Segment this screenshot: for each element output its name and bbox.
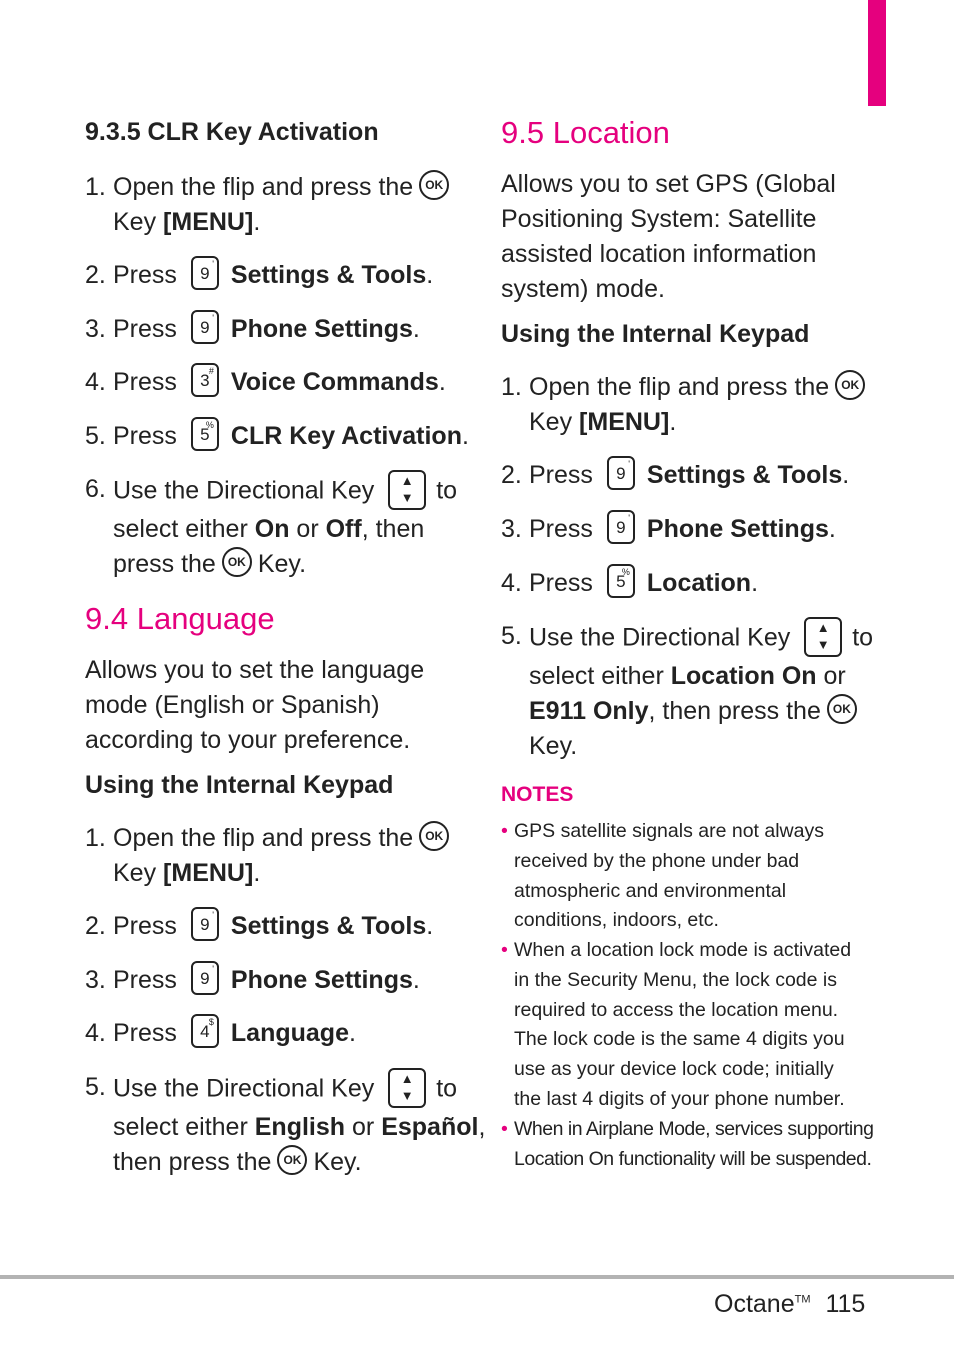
punct: . — [426, 261, 434, 289]
step-text: Open the flip and press the — [113, 824, 414, 852]
numeric-key-icon — [191, 363, 219, 397]
menu-label: [MENU] — [163, 208, 254, 236]
desc-line: Positioning System: Satellite — [501, 205, 817, 233]
ok-key-icon: OK — [277, 1145, 307, 1175]
step-text: Key. — [313, 1148, 362, 1176]
note-line: required to access the location menu. — [514, 998, 839, 1021]
note-line: atmospheric and environmental — [514, 879, 787, 902]
step-number: 1. — [501, 373, 522, 401]
option-english: English — [254, 1113, 346, 1141]
note-line: GPS satellite signals are not always — [514, 820, 824, 842]
punct: . — [842, 461, 850, 489]
punct: . — [426, 912, 434, 940]
ok-key-icon: OK — [835, 370, 865, 400]
punct: . — [438, 368, 446, 396]
menu-option: Phone Settings — [646, 515, 829, 543]
ok-key-icon: OK — [419, 821, 449, 851]
step-text: select either — [113, 1113, 248, 1141]
menu-option: Phone Settings — [230, 966, 413, 994]
note-lock-mode — [501, 936, 852, 1115]
brand-name: Octane — [714, 1290, 795, 1318]
key-digit: 9 — [200, 318, 210, 338]
subheading-internal-keypad: Using the Internal Keypad — [85, 771, 394, 799]
step-number: 6. — [85, 475, 106, 503]
punct: . — [253, 208, 261, 236]
menu-option: Language — [230, 1019, 349, 1047]
numeric-key-icon — [191, 961, 219, 995]
bullet-icon: • — [501, 939, 508, 961]
step-number: 1. — [85, 173, 106, 201]
step-text: or — [296, 515, 319, 543]
step-number: 3. — [85, 966, 106, 994]
footer-rule — [0, 1275, 954, 1279]
trademark: TM — [794, 1293, 811, 1306]
step-text: Key — [529, 408, 573, 436]
step-text: Open the flip and press the — [529, 373, 830, 401]
step-text: select either — [113, 515, 248, 543]
desc-line: assisted location information — [501, 240, 817, 268]
ok-key-icon: OK — [419, 170, 449, 200]
step-text: Use the Directional Key — [113, 1074, 375, 1103]
note-line: When a location lock mode is activated — [514, 939, 852, 961]
step-text: Key — [113, 208, 157, 236]
note-line: Location On functionality will be suspended. — [514, 1147, 872, 1170]
key-digit: 9 — [616, 518, 626, 538]
step-text: Press — [113, 261, 177, 289]
punct: . — [669, 408, 677, 436]
step-text: Press — [529, 461, 593, 489]
step-text: then press the — [113, 1148, 272, 1176]
numeric-key-icon — [191, 907, 219, 941]
key-symbol: ' — [628, 459, 630, 470]
directional-key-icon — [388, 1068, 426, 1108]
punct: . — [461, 422, 469, 450]
option-e911-only: E911 Only — [529, 697, 649, 725]
menu-option: Location — [646, 569, 752, 597]
option-espanol: Español — [381, 1113, 479, 1141]
step-text: or — [352, 1113, 375, 1141]
step-text: Press — [529, 569, 593, 597]
numeric-key-icon — [191, 1014, 219, 1048]
step-text: Key. — [257, 550, 307, 578]
key-digit: 5 — [200, 425, 210, 445]
key-symbol: % — [621, 567, 630, 578]
bullet-icon: • — [501, 820, 508, 842]
desc-line: mode (English or Spanish) — [85, 691, 380, 719]
step-number: 2. — [501, 461, 522, 489]
step-text: Press — [113, 315, 177, 343]
step-text: Key. — [529, 732, 578, 760]
key-symbol: ' — [212, 313, 214, 324]
page-footer — [714, 1290, 865, 1319]
key-symbol: ' — [212, 910, 214, 921]
menu-option: Voice Commands — [230, 368, 439, 396]
page-number: 115 — [825, 1290, 866, 1318]
step-number: 5. — [85, 422, 106, 450]
note-line: The lock code is the same 4 digits you — [514, 1028, 845, 1051]
step-text: to — [436, 476, 458, 505]
note-line: When in Airplane Mode, services supporting — [514, 1118, 874, 1140]
step-text: , then — [361, 515, 425, 543]
arrow-up-icon: ▲ — [400, 1071, 414, 1086]
step-text: to — [436, 1074, 458, 1103]
note-line: in the Security Menu, the lock code is — [514, 968, 837, 991]
numeric-key-icon — [607, 564, 635, 598]
key-symbol: $ — [208, 1017, 214, 1028]
option-on: On — [254, 515, 290, 543]
arrow-down-icon: ▼ — [816, 637, 830, 652]
subheading-internal-keypad: Using the Internal Keypad — [501, 320, 810, 348]
desc-line: Allows you to set GPS (Global — [501, 170, 836, 198]
step-text: Press — [113, 368, 177, 396]
arrow-down-icon: ▼ — [400, 490, 414, 505]
key-digit: 3 — [200, 371, 210, 391]
heading-language: 9.4 Language — [85, 601, 275, 636]
step-text: Key — [113, 859, 157, 887]
arrow-down-icon: ▼ — [400, 1088, 414, 1103]
step-number: 2. — [85, 912, 106, 940]
ok-key-icon: OK — [827, 694, 857, 724]
note-line: received by the phone under bad — [514, 849, 800, 872]
step-text: , then press the — [648, 697, 821, 725]
step-text: press the — [113, 550, 216, 578]
menu-option: CLR Key Activation — [230, 422, 462, 450]
menu-option: Phone Settings — [230, 315, 413, 343]
punct: . — [412, 966, 420, 994]
desc-line: according to your preference. — [85, 726, 411, 754]
numeric-key-icon — [191, 417, 219, 451]
heading-location: 9.5 Location — [501, 115, 670, 150]
menu-option: Settings & Tools — [230, 912, 427, 940]
menu-label: [MENU] — [163, 859, 254, 887]
desc-line: Allows you to set the language — [85, 656, 425, 684]
step-text: Open the flip and press the — [113, 173, 414, 201]
numeric-key-icon — [607, 510, 635, 544]
menu-label: [MENU] — [579, 408, 670, 436]
menu-option: Settings & Tools — [230, 261, 427, 289]
notes-heading: NOTES — [501, 783, 574, 806]
section-tab-marker — [868, 0, 886, 106]
arrow-up-icon: ▲ — [816, 620, 830, 635]
punct: . — [828, 515, 836, 543]
key-digit: 9 — [200, 264, 210, 284]
arrow-up-icon: ▲ — [400, 473, 414, 488]
key-symbol: % — [205, 420, 214, 431]
step-text: Press — [113, 912, 177, 940]
note-airplane-mode — [501, 1115, 874, 1175]
step-text: Press — [113, 966, 177, 994]
step-number: 4. — [85, 368, 106, 396]
note-gps-signals — [501, 817, 824, 936]
note-line: conditions, indoors, etc. — [514, 909, 719, 932]
step-text: Press — [529, 515, 593, 543]
step-number: 3. — [85, 315, 106, 343]
step-text: Use the Directional Key — [113, 476, 375, 505]
punct: . — [412, 315, 420, 343]
step-text: Use the Directional Key — [529, 623, 791, 652]
heading-clr-key-activation: 9.3.5 CLR Key Activation — [85, 118, 379, 146]
step-text: or — [823, 662, 846, 690]
key-digit: 5 — [616, 572, 626, 592]
numeric-key-icon — [607, 456, 635, 490]
option-location-on: Location On — [670, 662, 817, 690]
numeric-key-icon — [191, 256, 219, 290]
punct: . — [751, 569, 759, 597]
step-number: 4. — [85, 1019, 106, 1047]
ok-key-icon: OK — [222, 547, 252, 577]
option-off: Off — [325, 515, 362, 543]
step-number: 1. — [85, 824, 106, 852]
note-line: the last 4 digits of your phone number. — [514, 1087, 845, 1110]
key-symbol: ' — [628, 513, 630, 524]
step-number: 3. — [501, 515, 522, 543]
note-line: use as your device lock code; initially — [514, 1058, 834, 1081]
step-text: Press — [113, 422, 177, 450]
punct: . — [253, 859, 261, 887]
step-number: 5. — [501, 622, 522, 650]
key-symbol: # — [208, 366, 214, 377]
menu-option: Settings & Tools — [646, 461, 843, 489]
step-text: to — [852, 623, 874, 652]
key-digit: 4 — [200, 1022, 210, 1042]
directional-key-icon — [804, 617, 842, 657]
step-text: Press — [113, 1019, 177, 1047]
numeric-key-icon — [191, 310, 219, 344]
step-text: select either — [529, 662, 664, 690]
language-description — [85, 653, 424, 758]
location-description — [501, 167, 836, 307]
desc-line: system) mode. — [501, 275, 665, 303]
step-number: 4. — [501, 569, 522, 597]
bullet-icon: • — [501, 1118, 508, 1140]
key-symbol: ' — [212, 259, 214, 270]
step-number: 2. — [85, 261, 106, 289]
step-number: 5. — [85, 1073, 106, 1101]
key-digit: 9 — [200, 969, 210, 989]
key-symbol: ' — [212, 964, 214, 975]
punct: . — [348, 1019, 356, 1047]
punct: , — [478, 1113, 486, 1141]
directional-key-icon — [388, 470, 426, 510]
key-digit: 9 — [200, 915, 210, 935]
key-digit: 9 — [616, 464, 626, 484]
